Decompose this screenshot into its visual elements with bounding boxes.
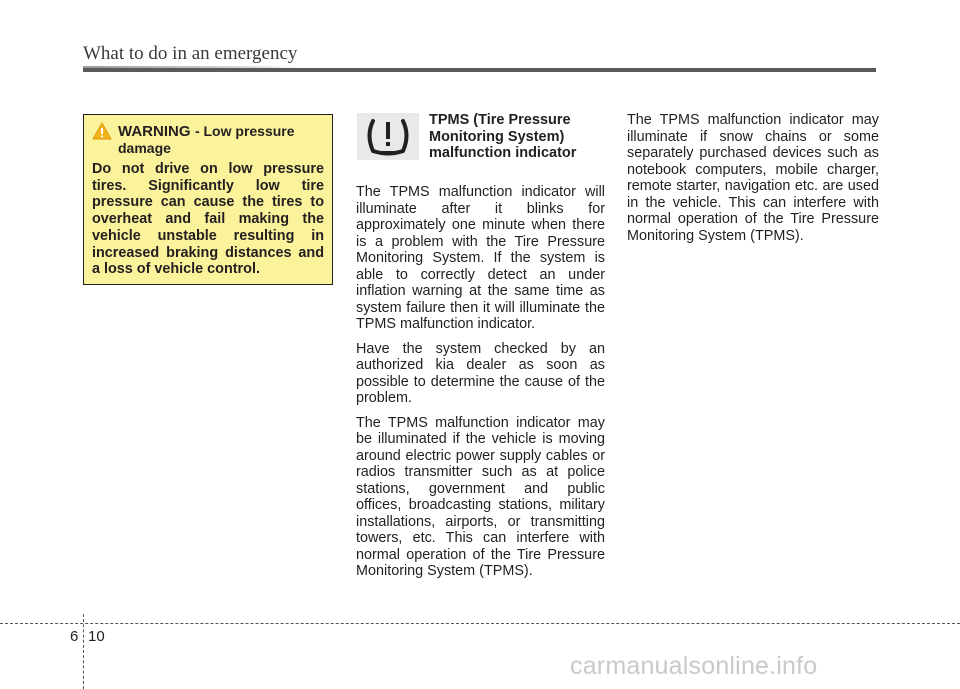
tpms-section-title: TPMS (Tire Pressure Monitoring System) malfunction indicator xyxy=(429,112,577,161)
footer-dashed-divider xyxy=(83,614,84,689)
warning-triangle-icon xyxy=(92,122,112,140)
warning-box xyxy=(83,114,333,285)
chapter-number: 6 xyxy=(70,628,79,645)
paragraph: Have the system checked by an authorized kia dealer as soon as possible to determine the cause of the problem. xyxy=(356,340,605,406)
tpms-warning-icon xyxy=(357,113,419,160)
warning-subtitle: - Low pressure damage xyxy=(118,123,295,156)
column-3-body xyxy=(627,112,879,252)
warning-header xyxy=(92,123,324,157)
warning-label: WARNING xyxy=(118,123,191,140)
column-2-body xyxy=(356,184,605,588)
paragraph: The TPMS malfunction indicator may be illuminated if the vehicle is moving around electric power supply cables or radios transmitter such as at police stations, government and public offices, broadcasting stations, military installations, airports, or transmitting towers, etc. This can interfere with normal operation of the Tire Pressure Monitoring System (TPMS). xyxy=(356,414,605,579)
paragraph: The TPMS malfunction indicator may illuminate if snow chains or some separately purchased devices such as notebook computers, mobile charger, remote starter, navigation etc. are used in the vehicle. This can interfere with normal operation of the Tire Pressure Monitoring System (TPMS). xyxy=(627,112,879,244)
page-number: 10 xyxy=(88,628,105,645)
page-header-title: What to do in an emergency xyxy=(83,43,298,64)
watermark: carmanualsonline.info xyxy=(570,652,818,680)
paragraph: The TPMS malfunction indicator will illuminate after it blinks for approximately one minute when there is a problem with the Tire Pressure Monitoring System. If the system is able to correctly detect an under inflation warning at the same time as system failure then it will illuminate the TPMS malfunction indicator. xyxy=(356,184,605,332)
warning-text: Do not drive on low pressure tires. Significantly low tire pressure can cause the tires to overheat and fail making the vehicle unstable resulting in increased braking distances and a loss of vehicle control. xyxy=(92,161,324,278)
footer-dashed-rule xyxy=(0,623,960,624)
header-rule xyxy=(83,68,876,72)
